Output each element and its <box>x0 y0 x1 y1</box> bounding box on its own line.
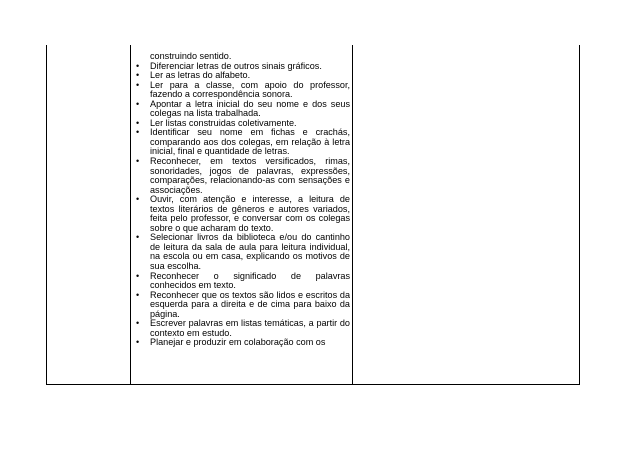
objective-text: construindo sentido. <box>150 52 232 61</box>
objectives-cell <box>132 52 350 382</box>
objective-text: • Planejar e produzir em colaboração com os <box>150 337 326 348</box>
column-divider-right <box>352 45 353 385</box>
objective-text: • Ouvir, com atenção e interesse, a leitura de textos literários de gêneros e autores variados, feita pelo professor, e conversar com os colegas sobre o que acharam do texto. <box>150 194 350 233</box>
objective-text: • Diferenciar letras de outros sinais gráficos. <box>150 60 322 71</box>
objective-list-item <box>132 128 350 157</box>
objective-text: • Escrever palavras em listas temáticas, a partir do contexto em estudo. <box>150 318 350 338</box>
objective-text: • Reconhecer o significado de palavras conhecidos em texto. <box>150 270 350 291</box>
objectives-list <box>132 52 350 348</box>
objective-text: • Reconhecer, em textos versificados, rimas, sonoridades, jogos de palavras, expressões, comparações, relacionando-as com sensações e associações. <box>150 156 350 195</box>
objective-list-item <box>132 291 350 320</box>
objective-list-item <box>132 81 350 100</box>
objective-text: • Apontar a letra inicial do seu nome e dos seus colegas na lista trabalhada. <box>150 98 350 119</box>
objective-text: • Ler listas construidas coletivamente. <box>150 117 297 128</box>
objective-text: • Ler para a classe, com apoio do professor, fazendo a correspondência sonora. <box>150 79 350 100</box>
objective-text: • Reconhecer que os textos são lidos e escritos da esquerda para a direita e de cima para baixo da página. <box>150 289 350 319</box>
column-divider-left <box>130 45 131 385</box>
objective-list-item <box>132 157 350 195</box>
objective-list-item <box>132 338 350 348</box>
objective-text: • Identificar seu nome em fichas e crachás, comparando aos dos colegas, em relação à letra inicial, final e quantidade de letras. <box>150 127 350 157</box>
objective-list-item <box>132 272 350 291</box>
objective-list-item <box>132 233 350 271</box>
objective-text: • Selecionar livros da biblioteca e/ou do cantinho de leitura da sala de aula para leitura individual, na escola ou em casa, explicando os motivos de sua escolha. <box>150 232 350 272</box>
objective-list-item <box>132 319 350 338</box>
objective-list-item <box>132 100 350 119</box>
objective-list-item <box>132 195 350 233</box>
objective-text: • Ler as letras do alfabeto. <box>150 70 251 81</box>
